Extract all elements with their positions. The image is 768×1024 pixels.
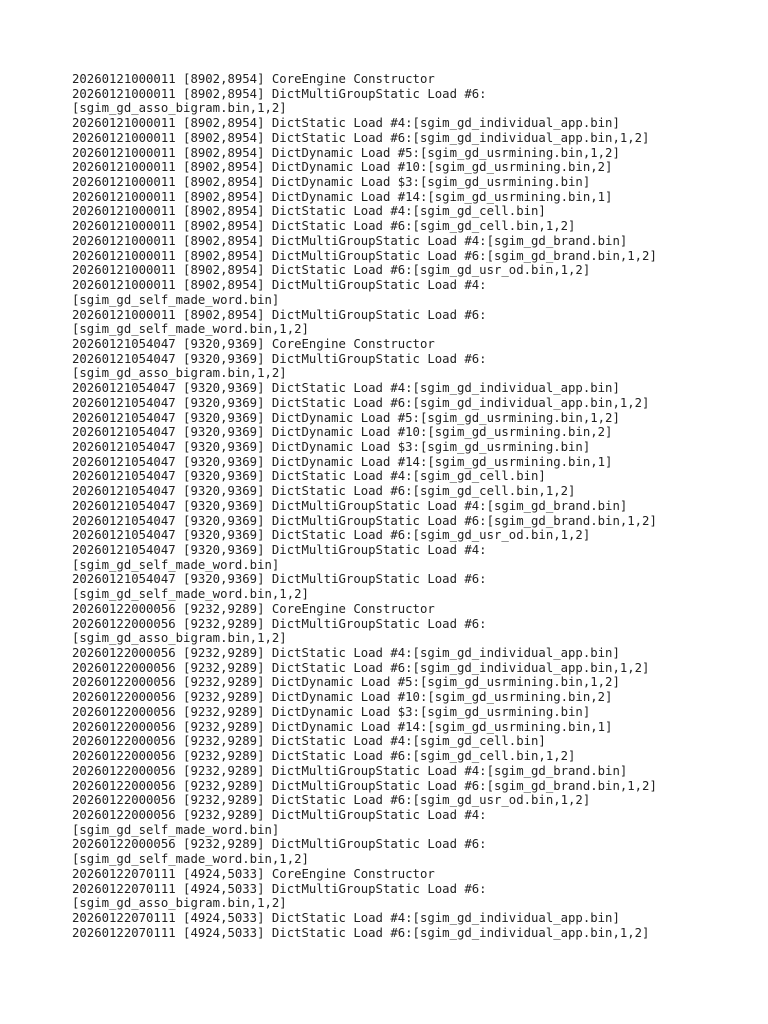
log-line: 20260122070111 [4924,5033] CoreEngine Constructor	[72, 866, 435, 881]
log-line: 20260122000056 [9232,9289] DictMultiGroupStatic Load #4:	[72, 807, 487, 822]
log-line: 20260121000011 [8902,8954] DictDynamic Load #5:[sgim_gd_usrmining.bin,1,2]	[72, 145, 620, 160]
log-line: 20260121054047 [9320,9369] DictDynamic Load #5:[sgim_gd_usrmining.bin,1,2]	[72, 410, 620, 425]
log-line: 20260122000056 [9232,9289] DictStatic Load #6:[sgim_gd_cell.bin,1,2]	[72, 749, 576, 764]
log-line: [sgim_gd_asso_bigram.bin,1,2]	[72, 631, 287, 646]
log-line: 20260122000056 [9232,9289] DictDynamic Load #5:[sgim_gd_usrmining.bin,1,2]	[72, 675, 620, 690]
log-line: 20260121054047 [9320,9369] DictMultiGroupStatic Load #4:[sgim_gd_brand.bin]	[72, 498, 628, 513]
log-line: 20260121000011 [8902,8954] DictStatic Load #4:[sgim_gd_cell.bin]	[72, 204, 546, 219]
log-line: 20260121000011 [8902,8954] DictStatic Load #6:[sgim_gd_cell.bin,1,2]	[72, 219, 576, 234]
log-line: 20260122000056 [9232,9289] DictMultiGroupStatic Load #4:[sgim_gd_brand.bin]	[72, 763, 628, 778]
log-line: 20260121000011 [8902,8954] DictStatic Load #6:[sgim_gd_individual_app.bin,1,2]	[72, 130, 650, 145]
log-line: 20260122070111 [4924,5033] DictStatic Load #4:[sgim_gd_individual_app.bin]	[72, 910, 620, 925]
log-line: 20260121054047 [9320,9369] DictDynamic Load #10:[sgim_gd_usrmining.bin,2]	[72, 425, 613, 440]
log-line: 20260121054047 [9320,9369] DictStatic Load #4:[sgim_gd_cell.bin]	[72, 469, 546, 484]
log-line: 20260121054047 [9320,9369] DictDynamic Load $3:[sgim_gd_usrmining.bin]	[72, 439, 591, 454]
log-line: 20260121054047 [9320,9369] DictStatic Load #6:[sgim_gd_cell.bin,1,2]	[72, 484, 576, 499]
log-line: 20260121000011 [8902,8954] DictMultiGroupStatic Load #6:[sgim_gd_brand.bin,1,2]	[72, 248, 657, 263]
log-line: 20260121000011 [8902,8954] DictDynamic Load $3:[sgim_gd_usrmining.bin]	[72, 175, 591, 190]
log-line: 20260122000056 [9232,9289] DictDynamic Load $3:[sgim_gd_usrmining.bin]	[72, 704, 591, 719]
log-line: 20260121054047 [9320,9369] DictStatic Load #6:[sgim_gd_usr_od.bin,1,2]	[72, 528, 591, 543]
log-line: 20260121054047 [9320,9369] DictMultiGroupStatic Load #6:	[72, 351, 487, 366]
log-line: 20260122000056 [9232,9289] CoreEngine Constructor	[72, 601, 435, 616]
log-line: 20260121000011 [8902,8954] DictDynamic Load #14:[sgim_gd_usrmining.bin,1]	[72, 189, 613, 204]
log-line: 20260121000011 [8902,8954] DictDynamic Load #10:[sgim_gd_usrmining.bin,2]	[72, 160, 613, 175]
log-line: 20260121000011 [8902,8954] DictMultiGroupStatic Load #4:[sgim_gd_brand.bin]	[72, 233, 628, 248]
log-line: 20260122000056 [9232,9289] DictMultiGroupStatic Load #6:	[72, 616, 487, 631]
log-line: 20260122000056 [9232,9289] DictStatic Load #4:[sgim_gd_individual_app.bin]	[72, 646, 620, 661]
log-line: 20260122000056 [9232,9289] DictStatic Load #6:[sgim_gd_usr_od.bin,1,2]	[72, 793, 591, 808]
log-line: 20260121054047 [9320,9369] DictMultiGroupStatic Load #6:	[72, 572, 487, 587]
log-line: 20260121054047 [9320,9369] CoreEngine Constructor	[72, 336, 435, 351]
log-line: 20260122070111 [4924,5033] DictStatic Load #6:[sgim_gd_individual_app.bin,1,2]	[72, 925, 650, 940]
log-line: 20260121054047 [9320,9369] DictMultiGroupStatic Load #6:[sgim_gd_brand.bin,1,2]	[72, 513, 657, 528]
log-line: 20260121000011 [8902,8954] DictMultiGroupStatic Load #4:	[72, 278, 487, 293]
log-line: [sgim_gd_self_made_word.bin,1,2]	[72, 587, 309, 602]
log-line: 20260121000011 [8902,8954] DictMultiGroupStatic Load #6:	[72, 86, 487, 101]
log-line: [sgim_gd_asso_bigram.bin,1,2]	[72, 896, 287, 911]
log-line: 20260121000011 [8902,8954] DictStatic Load #6:[sgim_gd_usr_od.bin,1,2]	[72, 263, 591, 278]
log-line: 20260122000056 [9232,9289] DictMultiGroupStatic Load #6:[sgim_gd_brand.bin,1,2]	[72, 778, 657, 793]
log-line: 20260121054047 [9320,9369] DictDynamic Load #14:[sgim_gd_usrmining.bin,1]	[72, 454, 613, 469]
log-line: 20260121000011 [8902,8954] CoreEngine Constructor	[72, 72, 435, 86]
log-line: [sgim_gd_self_made_word.bin,1,2]	[72, 322, 309, 337]
log-line: 20260122070111 [4924,5033] DictMultiGroupStatic Load #6:	[72, 881, 487, 896]
log-line: 20260121054047 [9320,9369] DictStatic Load #4:[sgim_gd_individual_app.bin]	[72, 381, 620, 396]
log-line: [sgim_gd_self_made_word.bin]	[72, 822, 280, 837]
log-line: 20260122000056 [9232,9289] DictStatic Load #6:[sgim_gd_individual_app.bin,1,2]	[72, 660, 650, 675]
log-line: 20260121054047 [9320,9369] DictMultiGroupStatic Load #4:	[72, 543, 487, 557]
log-line: [sgim_gd_asso_bigram.bin,1,2]	[72, 366, 287, 381]
log-line: 20260122000056 [9232,9289] DictDynamic Load #14:[sgim_gd_usrmining.bin,1]	[72, 719, 613, 734]
log-line: 20260121054047 [9320,9369] DictStatic Load #6:[sgim_gd_individual_app.bin,1,2]	[72, 395, 650, 410]
log-line: 20260121000011 [8902,8954] DictMultiGroupStatic Load #6:	[72, 307, 487, 322]
log-line: 20260121000011 [8902,8954] DictStatic Load #4:[sgim_gd_individual_app.bin]	[72, 116, 620, 131]
log-line: 20260122000056 [9232,9289] DictMultiGroupStatic Load #6:	[72, 837, 487, 852]
log-line: [sgim_gd_self_made_word.bin]	[72, 557, 280, 572]
log-line: 20260122000056 [9232,9289] DictDynamic Load #10:[sgim_gd_usrmining.bin,2]	[72, 690, 613, 705]
log-document	[72, 72, 732, 940]
log-line: [sgim_gd_self_made_word.bin]	[72, 292, 280, 307]
log-line: [sgim_gd_self_made_word.bin,1,2]	[72, 852, 309, 867]
log-line: 20260122000056 [9232,9289] DictStatic Load #4:[sgim_gd_cell.bin]	[72, 734, 546, 749]
log-line: [sgim_gd_asso_bigram.bin,1,2]	[72, 101, 287, 116]
